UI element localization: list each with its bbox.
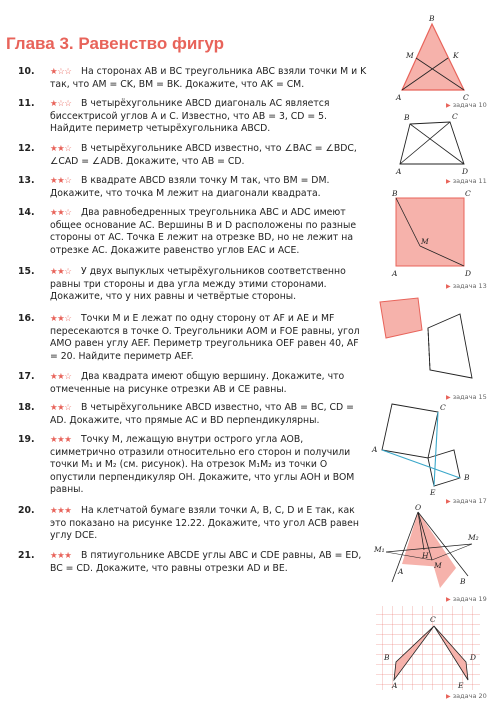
problem-text: Два квадрата имеют общую вершину. Докажите, что отмеченные на рисунке отрезки AB и CE равны.: [50, 371, 345, 395]
difficulty-stars: ★★★: [50, 551, 72, 561]
chapter-title: Глава 3. Равенство фигур: [6, 34, 225, 53]
svg-text:E: E: [458, 681, 464, 690]
svg-text:A: A: [398, 567, 404, 576]
problem-text: В четырёхугольнике ABCD известно, что ∠BAC = ∠BDC, ∠CAD = ∠ADB. Докажите, что AB = CD.: [50, 143, 357, 167]
svg-text:C: C: [465, 189, 471, 198]
difficulty-stars: ★★☆: [50, 403, 72, 413]
caption-17: ▶ задача 17: [446, 497, 487, 505]
problem-8: [18, 402, 368, 427]
caption-13: ▶ задача 13: [446, 282, 487, 290]
difficulty-stars: ★☆☆: [50, 67, 72, 77]
problem-number: 16.: [18, 313, 35, 324]
problem-number: 12.: [18, 143, 35, 154]
problem-2: [18, 143, 368, 168]
problem-number: 14.: [18, 207, 35, 218]
f10-label-a: A: [396, 93, 402, 102]
problem-number: 18.: [18, 402, 35, 413]
problem-number: 13.: [18, 175, 35, 186]
problem-text: На сторонах AB и BC треугольника ABC взяли точки M и K так, что AM = CK, BM = BK. Докажите, что AK = CM.: [50, 66, 367, 90]
svg-text:D: D: [465, 269, 472, 278]
problem-number: 15.: [18, 266, 35, 277]
figure-10: [392, 12, 472, 102]
f10-label-c: C: [463, 93, 469, 102]
problem-number: 10.: [18, 66, 35, 77]
f10-label-m: M: [406, 51, 414, 60]
problem-text: В пятиугольнике ABCDE углы ABC и CDE равны, AB = ED, BC = CD. Докажите, что равны отрезки AD и BE.: [50, 550, 362, 574]
problem-9: [18, 434, 368, 497]
difficulty-stars: ★★☆: [50, 144, 72, 154]
caption-19: ▶ задача 19: [446, 595, 487, 603]
problem-number: 21.: [18, 550, 35, 561]
problem-6: [18, 313, 368, 363]
svg-text:E: E: [430, 488, 436, 497]
svg-text:A: A: [372, 445, 378, 454]
svg-text:B: B: [464, 473, 470, 482]
svg-text:C: C: [452, 112, 458, 121]
svg-text:B: B: [384, 653, 390, 662]
f10-label-b: B: [429, 14, 435, 23]
svg-text:M: M: [434, 561, 442, 570]
svg-text:H: H: [422, 551, 429, 560]
problem-number: 17.: [18, 371, 35, 382]
svg-text:O: O: [415, 503, 422, 512]
svg-text:M: M: [421, 237, 429, 246]
problem-text: На клетчатой бумаге взяли точки A, B, C, D и E так, как это показано на рисунке 12.22. Докажите, что угол ACB равен углу DCE.: [50, 505, 359, 542]
problem-text: Два равнобедренных треугольника ABC и ADC имеют общее основание AC. Вершины B и D расположены по разные стороны от AC. Точка E лежит на отрезке BD, но не лежит на отрезке AC. Докажите равенство углов EAC и ACE.: [50, 207, 357, 256]
svg-text:B: B: [404, 113, 410, 122]
svg-text:M₂: M₂: [468, 533, 479, 542]
caption-11: ▶ задача 11: [446, 177, 487, 185]
problem-text: В четырёхугольнике ABCD известно, что AB = BC, CD = AD. Докажите, что прямые AC и BD перпендикулярны.: [50, 402, 354, 426]
difficulty-stars: ★★☆: [50, 208, 72, 218]
figure-13: [390, 188, 472, 280]
problem-10: [18, 505, 368, 543]
problem-number: 19.: [18, 434, 35, 445]
difficulty-stars: ★★☆: [50, 314, 72, 324]
problem-text: У двух выпуклых четырёхугольников соответственно равны три стороны и два угла между этими сторонами. Докажите, что у них равны и четвёртые стороны.: [50, 266, 346, 303]
figure-20: [372, 604, 484, 692]
svg-text:C: C: [440, 403, 446, 412]
svg-text:D: D: [462, 167, 469, 176]
problem-text: Точку M, лежащую внутри острого угла AOB, симметрично отразили относительно его сторон и получили точки M₁ и M₂ (см. рисунок). На отрезок M₁M₂ из точки O опустили перпендикуляр OH. Докажите, что углы AOH и BOM равны.: [50, 434, 355, 496]
svg-text:B: B: [392, 189, 398, 198]
difficulty-stars: ★★☆: [50, 267, 72, 277]
difficulty-stars: ★☆☆: [50, 99, 72, 109]
figure-11: [392, 110, 472, 178]
problem-text: Точки M и E лежат по одну сторону от AF и AE и MF пересекаются в точке O. Треугольники AOM и FOE равны, угол AMO равен углу AEF. Периметр треугольника OEF равен 40, AF = 20. Найдите периметр AEF.: [50, 313, 360, 362]
caption-10: ▶ задача 10: [446, 101, 487, 109]
difficulty-stars: ★★★: [50, 435, 72, 445]
f10-label-k: K: [453, 51, 459, 60]
figure-17: [370, 398, 484, 498]
svg-text:D: D: [470, 653, 477, 662]
problem-1: [18, 98, 368, 136]
problem-number: 11.: [18, 98, 35, 109]
problem-11: [18, 550, 368, 575]
svg-text:M₁: M₁: [374, 545, 385, 554]
svg-text:A: A: [392, 269, 398, 278]
difficulty-stars: ★★☆: [50, 372, 72, 382]
difficulty-stars: ★★☆: [50, 176, 72, 186]
problem-5: [18, 266, 368, 304]
caption-20: ▶ задача 20: [446, 692, 487, 700]
figure-15: [372, 292, 484, 392]
svg-text:A: A: [392, 681, 398, 690]
problem-number: 20.: [18, 505, 35, 516]
difficulty-stars: ★★★: [50, 506, 72, 516]
svg-text:A: A: [396, 167, 402, 176]
svg-text:C: C: [430, 615, 436, 624]
problem-7: [18, 371, 368, 396]
problem-text: В квадрате ABCD взяли точку M так, что BM = DM. Докажите, что точка M лежит на диагонали квадрата.: [50, 175, 330, 199]
svg-text:B: B: [460, 577, 466, 586]
figure-19: [372, 502, 484, 596]
problem-text: В четырёхугольнике ABCD диагональ AC является биссектрисой углов A и C. Известно, что AB = 3, CD = 5. Найдите периметр четырёхугольника ABCD.: [50, 98, 330, 135]
problem-4: [18, 207, 368, 257]
problem-0: [18, 66, 368, 91]
problem-3: [18, 175, 368, 200]
caption-15: ▶ задача 15: [446, 393, 487, 401]
